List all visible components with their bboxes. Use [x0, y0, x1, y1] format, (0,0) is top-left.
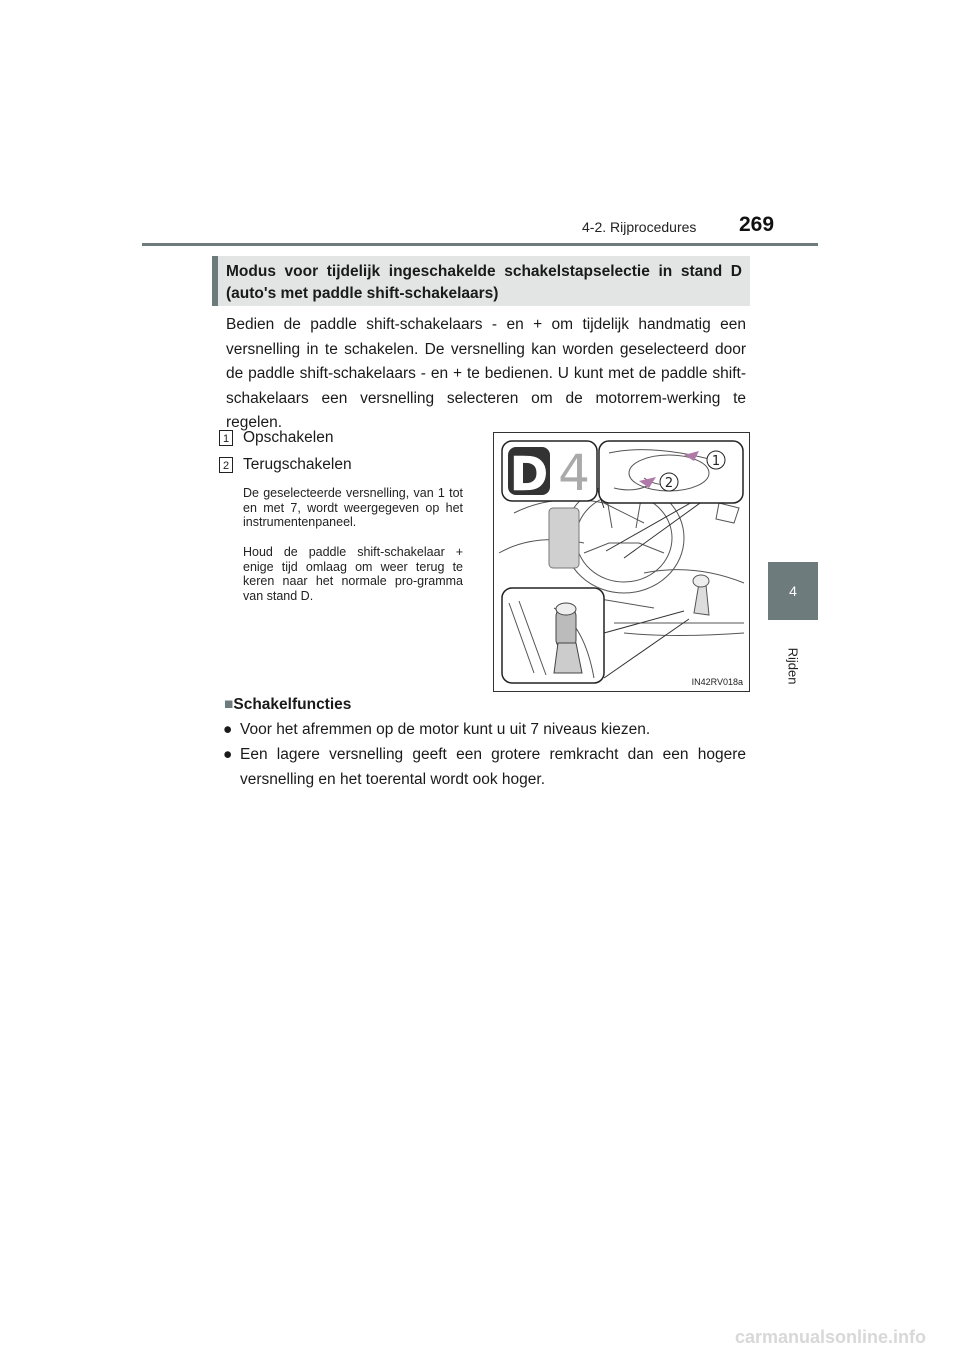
- bullet-text-lower-gear: Een lagere versnelling geeft een grotere remkracht dan een hogere versnelling en het toerental wordt ook hoger.: [240, 746, 746, 788]
- header-rule: [142, 243, 818, 246]
- bullet-text-levels: Voor het afremmen op de motor kunt u uit 7 niveaus kiezen.: [240, 721, 651, 738]
- gear-mode-letter: D: [509, 447, 549, 501]
- chapter-number: 4: [789, 583, 797, 599]
- callout-1-marker: 1: [711, 454, 721, 469]
- intro-paragraph: Bedien de paddle shift-schakelaars - en + om tijdelijk handmatig een versnelling in te schakelen. De versnelling kan worden geselecteerd door de paddle shift-schakelaars - en + te bedienen. U kunt met de paddle shift-schakelaars een versnelling selecteren om de motorrem-werking te regelen.: [226, 316, 746, 431]
- callout-number-1: 1: [219, 430, 233, 446]
- gear-number-display: 4: [558, 444, 590, 502]
- header-section-title: 4-2. Rijprocedures: [582, 219, 697, 235]
- bullet-item: [223, 718, 746, 743]
- bullet-dot-icon: ●: [223, 721, 233, 738]
- figure-code: IN42RV018a: [691, 677, 743, 687]
- chapter-label: Rijden: [785, 647, 801, 685]
- note-return-normal: Houd de paddle shift-schakelaar + enige tijd omlaag om weer terug te keren naar het normale pro-gramma van stand D.: [243, 545, 463, 603]
- section-heading: [224, 696, 351, 714]
- section-heading-text: Schakelfuncties: [233, 696, 352, 713]
- callout-number-2: 2: [219, 457, 233, 473]
- bullet-item: [223, 743, 746, 792]
- callout-2-marker: 2: [664, 476, 674, 491]
- item-downshift-label: Terugschakelen: [243, 456, 352, 473]
- illustration-drawing: [494, 433, 750, 692]
- watermark: carmanualsonline.info: [735, 1327, 927, 1347]
- section-title-box: [212, 256, 750, 306]
- chapter-tab: [768, 562, 818, 620]
- note-gear-display: De geselecteerde versnelling, van 1 tot en met 7, wordt weergegeven op het instrumentenpaneel.: [243, 486, 463, 529]
- page-number: 269: [739, 213, 775, 236]
- bullet-dot-icon: ●: [223, 746, 233, 763]
- item-upshift-label: Opschakelen: [243, 429, 334, 446]
- title-accent-bar: [212, 256, 218, 306]
- paddle-shift-illustration: [493, 432, 750, 692]
- square-marker-icon: ■: [224, 696, 234, 713]
- section-title: Modus voor tijdelijk ingeschakelde schakelstapselectie in stand D (auto's met paddle shift-schakelaars): [226, 263, 742, 302]
